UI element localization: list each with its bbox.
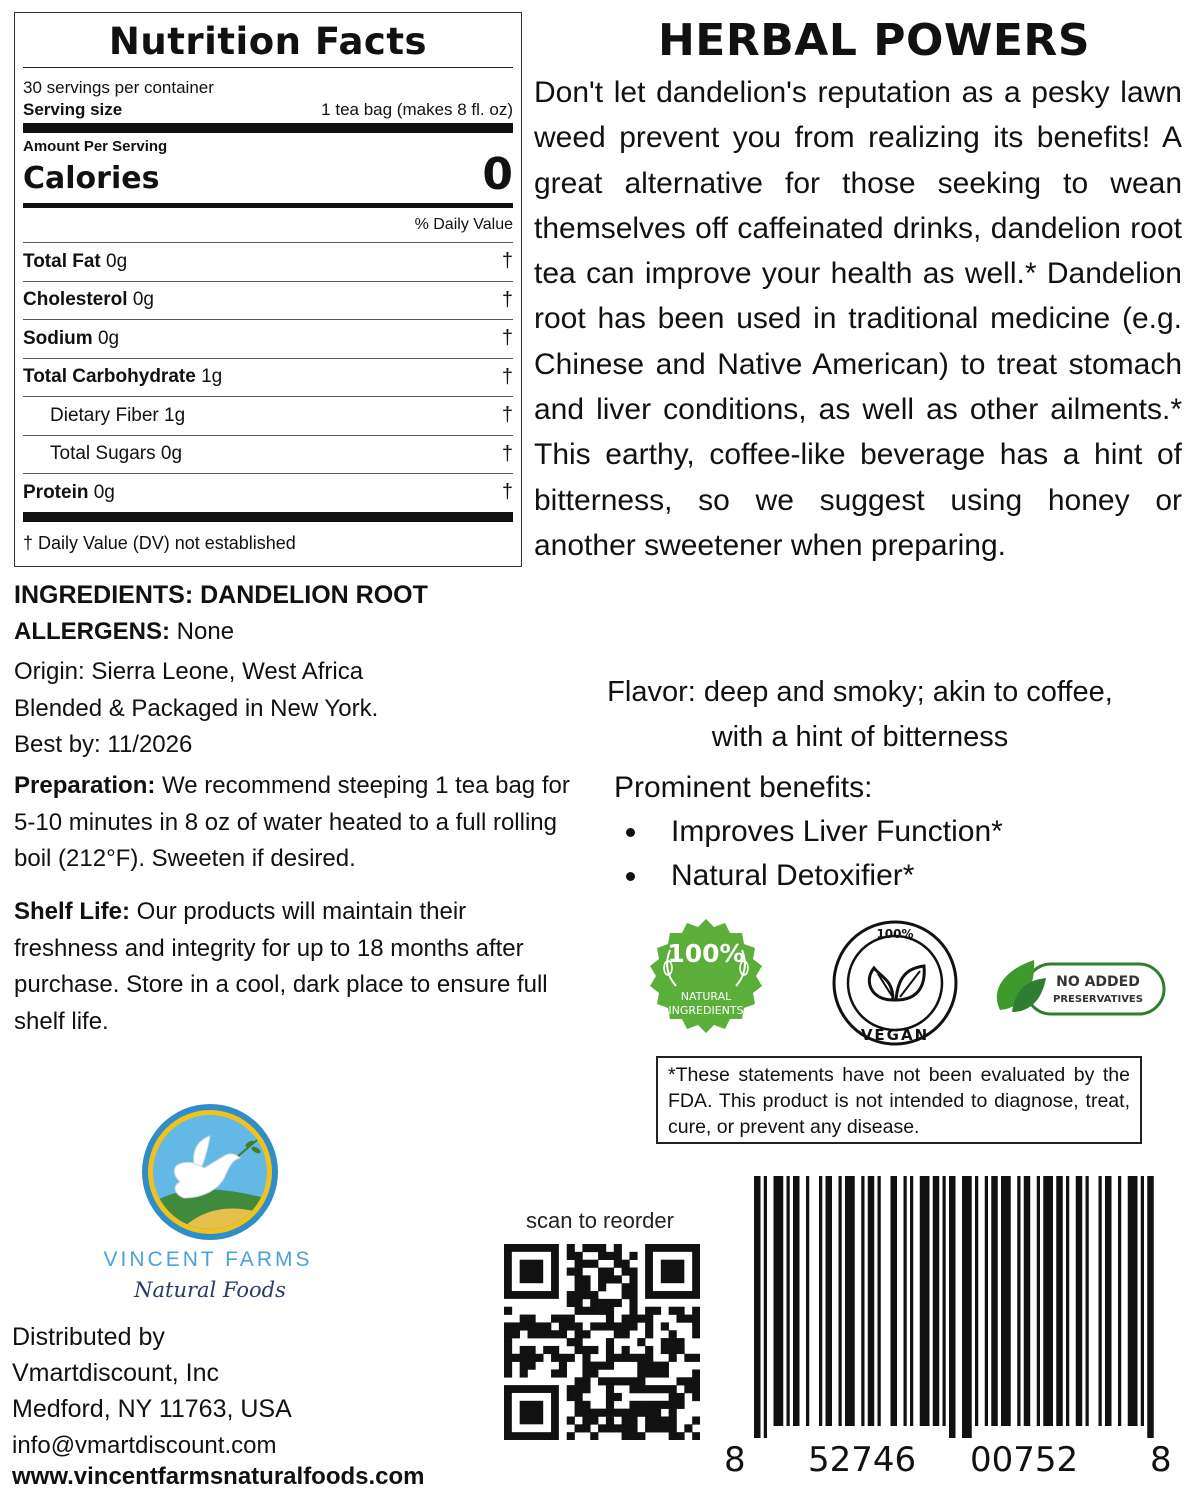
herbal-description: Don't let dandelion's reputation as a pesky lawn weed prevent you from realizing its benefits! A great alternative for those seeking to wean themselves off caffeinated drinks, dandelion root tea can improve your health as well.* Dandelion root has been used in traditional medicine (e.g. Chinese and Native American) to treat stomach and liver conditions, as well as other ailments.* This earthy, coffee-like beverage has a hint of bitterness, so we suggest using honey or another sweetener when preparing. [534, 76, 1182, 562]
benefit-text: Natural Detoxifier* [671, 859, 915, 892]
herbal-powers-title: HERBAL POWERS [657, 15, 1091, 66]
benefits-title: Prominent benefits: [614, 771, 873, 804]
natural-ingredients-badge-icon [640, 910, 772, 1042]
nutrient-name: Total Sugars 0g [50, 443, 183, 465]
badge-text: INGREDIENTS [668, 1004, 744, 1017]
dagger-mark: † [501, 365, 513, 388]
serving-size-value: 1 tea bag (makes 8 fl. oz) [321, 100, 513, 119]
preparation-text: We recommend steeping 1 tea bag for 5-10 minutes in 8 oz of water heated to a full rolling boil (212°F). Sweeten if desired. [14, 772, 570, 872]
nutrient-row [23, 281, 513, 320]
fda-disclaimer: *These statements have not been evaluated by the FDA. This product is not intended to diagnose, treat, cure, or prevent any disease. [656, 1056, 1142, 1144]
calories-value: 0 [482, 149, 513, 200]
nutrient-row [23, 473, 513, 512]
dagger-mark: † [501, 327, 513, 350]
nutrition-facts-panel [14, 12, 522, 567]
nutrient-amount: 1g [201, 366, 223, 388]
distributed-by: Distributed by [12, 1323, 165, 1351]
nutrient-amount: 0g [132, 289, 154, 311]
divider-thick [23, 123, 513, 133]
badge-text: NO ADDED [1056, 974, 1140, 990]
list-item [620, 810, 1003, 854]
nutrient-name: Dietary Fiber 1g [50, 404, 186, 426]
servings-per-container: 30 servings per container [23, 78, 214, 97]
vincent-farms-logo-icon [140, 1102, 280, 1242]
nutrient-row [23, 319, 513, 358]
shelf-life [14, 894, 574, 1040]
nutrient-name: Total Fat [23, 250, 101, 272]
shelf-life-text: Our products will maintain their freshness and integrity for up to 18 months after purchase. Store in a cool, dark place to ensure full shelf life. [14, 898, 548, 1035]
dagger-mark: † [501, 481, 513, 504]
scan-to-reorder-label: scan to reorder [526, 1208, 674, 1233]
calories-row [23, 149, 513, 200]
divider [23, 67, 513, 68]
flavor-line: Flavor: deep and smoky; akin to coffee, [607, 676, 1113, 708]
allergens [14, 616, 234, 648]
preparation [14, 768, 584, 878]
benefit-text: Improves Liver Function* [671, 815, 1003, 848]
bullet-icon [626, 828, 635, 837]
ingredients: INGREDIENTS: DANDELION ROOT [14, 581, 428, 609]
dagger-mark: † [501, 288, 513, 311]
distributor-address: Medford, NY 11763, USA [12, 1395, 292, 1423]
dagger-mark: † [501, 404, 513, 427]
calories-label: Calories [23, 161, 160, 196]
nutrient-amount: 0g [97, 327, 120, 349]
bullet-icon [626, 872, 635, 881]
nutrient-name: Total Carbohydrate [23, 366, 196, 388]
divider-thick [23, 512, 513, 522]
dagger-mark: † [501, 442, 513, 465]
nutrient-row [23, 396, 513, 435]
qr-code-icon[interactable] [504, 1244, 700, 1440]
no-preservatives-badge-icon [990, 950, 1170, 1022]
brand-name: VINCENT FARMS [103, 1248, 313, 1271]
allergens-value: None [170, 618, 235, 645]
brand-tagline: Natural Foods [134, 1278, 286, 1302]
barcode-digits: 52746 [808, 1440, 917, 1480]
nutrient-name: Cholesterol [23, 289, 128, 311]
barcode-digit: 8 [724, 1440, 746, 1480]
blended-packaged: Blended & Packaged in New York. [14, 695, 379, 722]
amount-per-serving: Amount Per Serving [23, 138, 168, 155]
nutrient-name: Protein [23, 481, 89, 503]
nutrient-name: Sodium [23, 327, 93, 349]
shelf-life-label: Shelf Life: [14, 898, 131, 925]
badge-text: PRESERVATIVES [1053, 994, 1143, 1005]
list-item [620, 854, 1003, 898]
nutrient-row [23, 358, 513, 397]
badge-text: 100% [876, 927, 914, 941]
barcode-icon [732, 1170, 1177, 1440]
barcode-digit: 8 [1150, 1440, 1172, 1480]
flavor-description [540, 670, 1180, 760]
badge-text: NATURAL [680, 990, 732, 1003]
dagger-mark: † [501, 250, 513, 273]
serving-size-row [23, 99, 513, 121]
website-link[interactable]: www.vincentfarmsnaturalfoods.com [12, 1463, 425, 1490]
distributor-email[interactable]: info@vmartdiscount.com [12, 1432, 277, 1459]
nutrition-title: Nutrition Facts [108, 20, 428, 63]
badge-text: 100% [667, 939, 745, 968]
benefits-list [620, 810, 1003, 898]
best-by-date: Best by: 11/2026 [14, 731, 193, 758]
barcode-digits: 00752 [970, 1440, 1079, 1480]
distributor-name: Vmartdiscount, Inc [12, 1359, 220, 1387]
origin: Origin: Sierra Leone, West Africa [14, 658, 364, 685]
serving-size-label: Serving size [23, 100, 123, 119]
daily-value-footnote: † Daily Value (DV) not established [23, 532, 296, 553]
nutrient-amount: 0g [93, 481, 115, 503]
nutrient-row [23, 242, 513, 281]
vegan-badge-icon [830, 918, 960, 1048]
nutrient-amount: 0g [106, 250, 128, 272]
daily-value-header: % Daily Value [414, 216, 513, 233]
badge-text: VEGAN [860, 1026, 930, 1044]
flavor-line: with a hint of bitterness [711, 721, 1009, 753]
nutrient-row [23, 435, 513, 474]
allergens-label: ALLERGENS: [14, 618, 170, 645]
preparation-label: Preparation: [14, 772, 156, 799]
